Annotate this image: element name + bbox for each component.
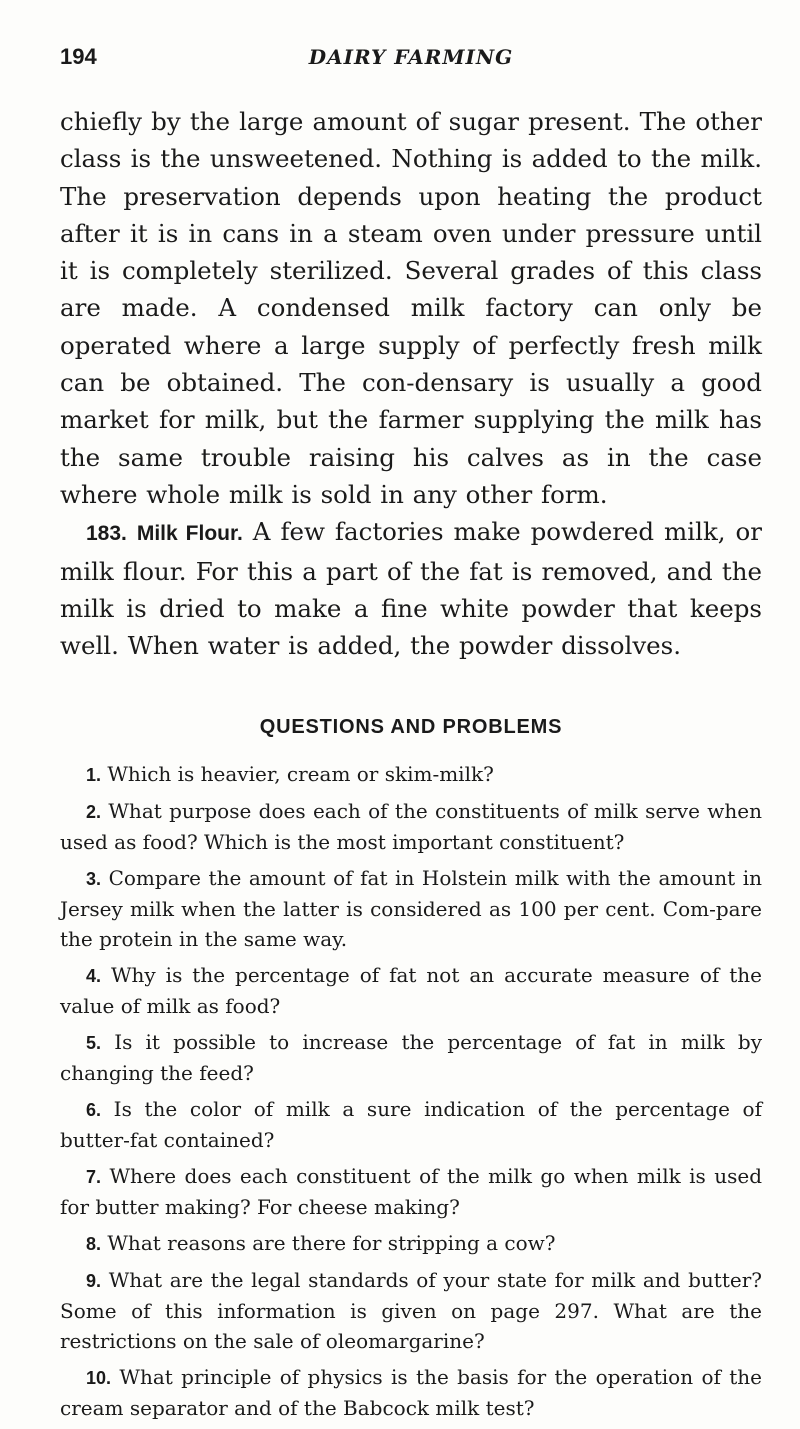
question-text: What are the legal standards of your state for milk and butter? Some of this information is given on page 297. What are the restrictions on the sale of oleomargarine?	[60, 1268, 763, 1354]
question-text: Is the color of milk a sure indication of the percentage of butter-fat contained?	[60, 1097, 762, 1153]
question-number: 8.	[86, 1234, 102, 1255]
question-text: Where does each constituent of the milk go when milk is used for butter making? For cheese making?	[60, 1164, 763, 1220]
question-text: What principle of physics is the basis for the operation of the cream separator and of the Babcock milk test?	[60, 1365, 762, 1421]
question-text: Is it possible to increase the percentage of fat in milk by changing the feed?	[60, 1030, 763, 1086]
section-text: A few factories make powdered milk, or milk flour. For this a part of the fat is removed, and the milk is dried to make a fine white powder that keeps well. When water is added, the powder dissolves.	[60, 517, 762, 661]
question-item	[60, 1094, 762, 1155]
book-page	[60, 44, 762, 1429]
question-number: 5.	[86, 1033, 102, 1054]
question-item	[60, 1027, 762, 1088]
question-text: What reasons are there for stripping a cow?	[107, 1231, 556, 1256]
body-paragraph: chiefly by the large amount of sugar present. The other class is the unsweetened. Nothing is added to the milk. The preservation depends upon heating the product after it is in cans in a steam oven under pressure until it is completely sterilized. Several grades of this class are made. A condensed milk factory can only be operated where a large supply of perfectly fresh milk can be obtained. The con-densary is usually a good market for milk, but the farmer supplying the milk has the same trouble raising his calves as in the case where whole milk is sold in any other form.	[60, 107, 762, 509]
question-number: 1.	[86, 765, 102, 786]
question-item	[60, 796, 762, 857]
question-number: 6.	[86, 1100, 102, 1121]
question-number: 10.	[86, 1368, 112, 1389]
question-number: 9.	[86, 1271, 102, 1292]
question-text: Which is heavier, cream or skim-milk?	[107, 762, 494, 787]
question-item	[60, 1362, 762, 1423]
question-item	[60, 960, 762, 1021]
question-number: 3.	[86, 869, 102, 890]
question-item	[60, 1228, 762, 1259]
section-183-paragraph	[60, 513, 762, 664]
page-header	[60, 44, 762, 84]
question-item	[60, 863, 762, 954]
running-head: DAIRY FARMING	[308, 45, 514, 69]
question-item	[60, 1161, 762, 1222]
question-item	[60, 759, 762, 790]
page-number: 194	[60, 44, 97, 69]
question-number: 7.	[86, 1167, 102, 1188]
section-number: 183.	[86, 522, 127, 546]
question-text: What purpose does each of the constituents of milk serve when used as food? Which is the most important constituent?	[60, 799, 763, 855]
question-text: Compare the amount of fat in Holstein milk with the amount in Jersey milk when the latter is considered as 100 per cent. Com-pare the protein in the same way.	[60, 866, 763, 952]
question-item	[60, 1265, 762, 1356]
question-number: 4.	[86, 966, 102, 987]
question-number: 2.	[86, 802, 102, 823]
question-text: Why is the percentage of fat not an accurate measure of the value of milk as food?	[60, 963, 762, 1019]
section-title: Milk Flour.	[136, 522, 243, 546]
questions-list	[60, 759, 762, 1423]
questions-heading: QUESTIONS AND PROBLEMS	[259, 716, 563, 739]
